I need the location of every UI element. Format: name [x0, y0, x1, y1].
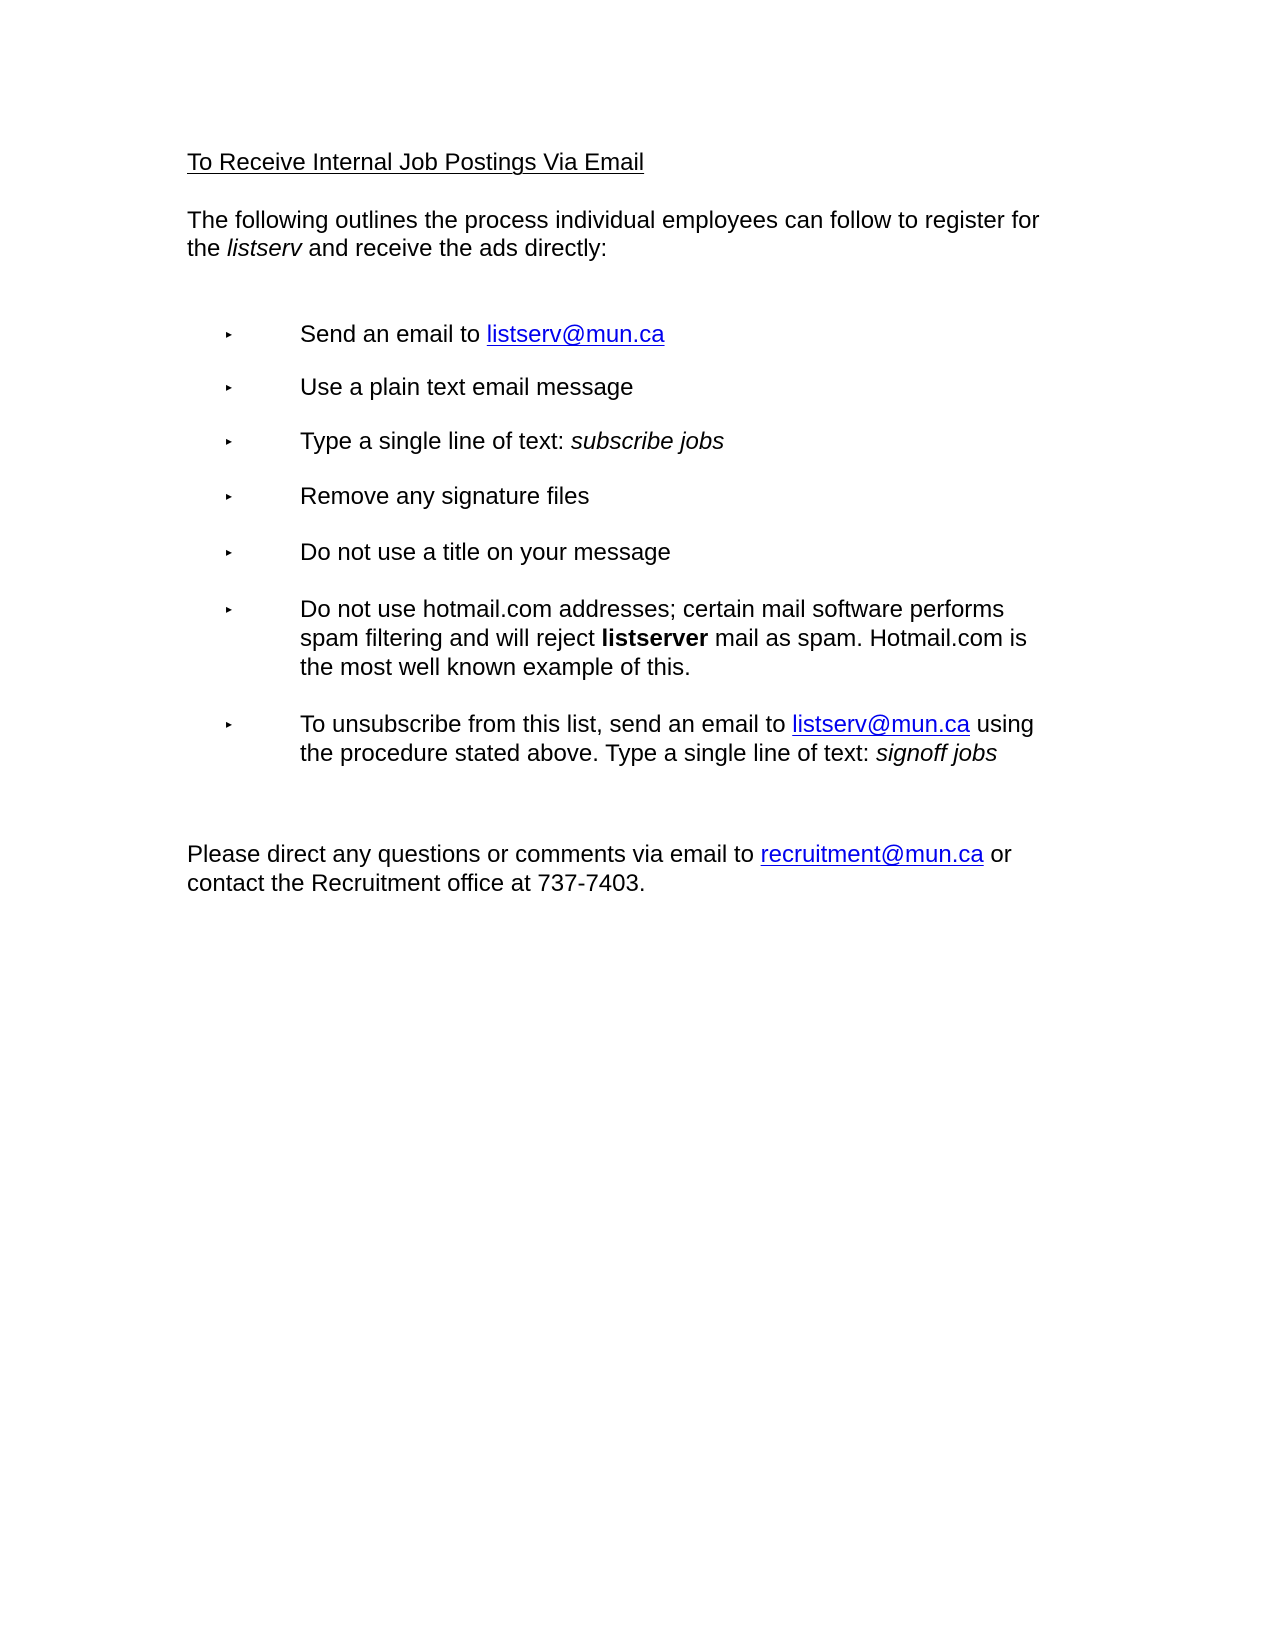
listserver-term: listserver	[601, 625, 709, 652]
step-3-text	[300, 427, 1080, 456]
subscribe-command: subscribe jobs	[570, 428, 725, 455]
bullet-arrow-icon: ▸	[226, 434, 233, 448]
step-3-line	[300, 427, 1080, 456]
document-title: To Receive Internal Job Postings Via Email	[187, 149, 645, 176]
recruitment-email-link[interactable]: recruitment@mun.ca	[760, 841, 984, 868]
step-5-text	[300, 538, 1080, 567]
step-7-line-2	[300, 739, 1080, 768]
step-1-prefix: Send an email to	[300, 321, 487, 348]
intro-line-2-suffix: and receive the ads directly:	[301, 235, 608, 262]
intro-line-2-prefix: the	[187, 235, 228, 262]
step-6-line-3: the most well known example of this.	[300, 654, 691, 681]
bullet-arrow-icon: ▸	[226, 545, 233, 559]
step-2-line: Use a plain text email message	[300, 374, 634, 401]
step-6-line-1: Do not use hotmail.com addresses; certain mail software performs	[300, 596, 1005, 623]
intro-line-1: The following outlines the process individual employees can follow to register for	[187, 207, 1040, 234]
step-2-text	[300, 373, 1080, 402]
step-6-line-2-prefix: spam filtering and will reject	[300, 625, 602, 652]
bullet-arrow-icon: ▸	[226, 380, 233, 394]
step-1-text	[300, 320, 1080, 349]
signoff-command: signoff jobs	[875, 740, 998, 767]
closing-paragraph	[187, 840, 1087, 898]
closing-line-2: contact the Recruitment office at 737-7403.	[187, 870, 646, 897]
bullet-arrow-icon: ▸	[226, 327, 233, 341]
step-7-line-2-prefix: the procedure stated above. Type a single line of text:	[300, 740, 876, 767]
step-7-line-1-suffix: using	[969, 711, 1035, 738]
unsubscribe-email-link[interactable]: listserv@mun.ca	[792, 711, 970, 738]
intro-line-2	[187, 235, 1087, 263]
step-5-line: Do not use a title on your message	[300, 539, 671, 566]
closing-line-1-prefix: Please direct any questions or comments via email to	[187, 841, 761, 868]
step-6-line-2	[300, 624, 1080, 653]
listserv-email-link[interactable]: listserv@mun.ca	[486, 321, 665, 348]
step-4-line: Remove any signature files	[300, 483, 590, 510]
bullet-arrow-icon: ▸	[226, 602, 233, 616]
closing-line-1	[187, 840, 1087, 869]
step-7-text	[300, 710, 1080, 768]
step-6-line-2-suffix: mail as spam. Hotmail.com is	[708, 625, 1027, 652]
step-3-prefix: Type a single line of text:	[300, 428, 571, 455]
intro-paragraph	[187, 207, 1087, 263]
step-4-text	[300, 482, 1080, 511]
bullet-arrow-icon: ▸	[226, 717, 233, 731]
step-6-text	[300, 595, 1080, 682]
step-7-line-1	[300, 710, 1080, 739]
closing-line-1-suffix: or	[983, 841, 1012, 868]
step-1-line	[300, 320, 1080, 349]
intro-listserv-term: listserv	[227, 235, 302, 262]
step-7-line-1-prefix: To unsubscribe from this list, send an email to	[300, 711, 793, 738]
bullet-arrow-icon: ▸	[226, 489, 233, 503]
